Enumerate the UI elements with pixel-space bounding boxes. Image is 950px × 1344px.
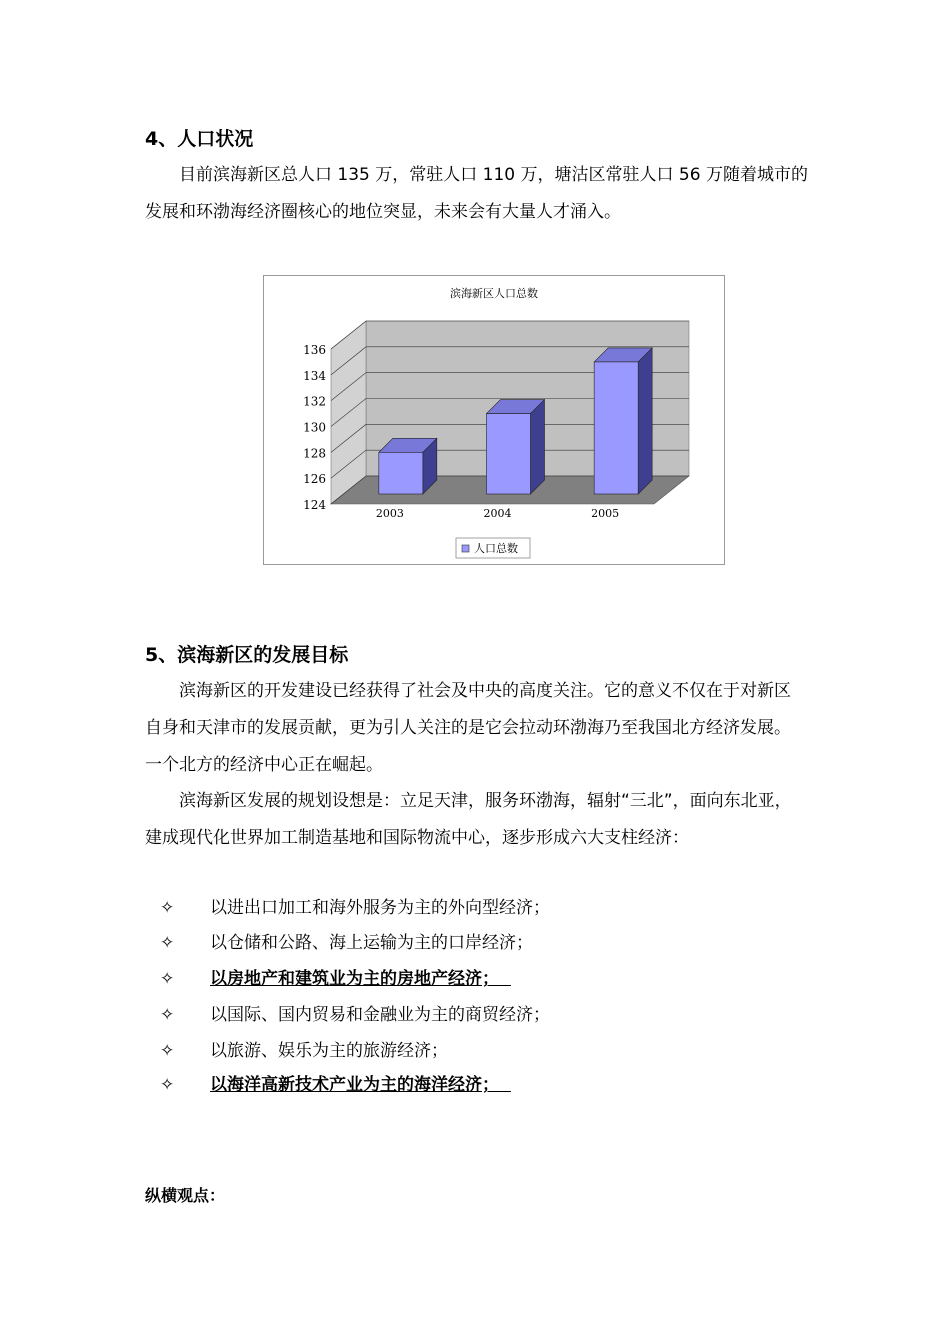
legend-label: 人口总数 [474,542,518,555]
bar-side [531,400,545,494]
pillar-bullet-4 [160,1000,550,1030]
y-tick-label: 126 [303,472,326,487]
pillar-bullet-2 [160,928,533,958]
pillar-bullet-text: 以进出口加工和海外服务为主的外向型经济； [210,898,550,918]
pillar-bullet-text: 以房地产和建筑业为主的房地产经济； [210,969,499,989]
y-tick-label: 124 [303,498,326,512]
diamond-star-icon: ✧ [160,898,175,918]
section-5-paragraph-2: 滨海新区发展的规划设想是：立足天津，服务环渤海，辐射“三北”，面向东北亚，建成现代化世界加工制造基地和国际物流中心，逐步形成六大支柱经济： [145,791,792,848]
pillar-bullet-3 [160,964,511,994]
pillar-bullet-text: 以国际、国内贸易和金融业为主的商贸经济； [210,1005,550,1025]
x-tick-label: 2005 [591,507,620,520]
population-chart [263,275,725,565]
section-5-paragraph-1: 滨海新区的开发建设已经获得了社会及中央的高度关注。它的意义不仅在于对新区自身和天津市的发展贡献，更为引人关注的是它会拉动环渤海乃至我国北方经济发展。一个北方的经济中心正在崛起。 [145,681,791,775]
bar [594,362,638,494]
diamond-star-icon: ✧ [160,933,175,953]
y-tick-label: 132 [303,394,326,409]
pillar-bullet-text: 以仓储和公路、海上运输为主的口岸经济； [210,933,533,953]
x-tick-label: 2003 [375,507,404,520]
pillar-bullet-text: 以海洋高新技术产业为主的海洋经济； [210,1075,499,1095]
section-4-paragraph: 目前滨海新区总人口 135 万，常驻人口 110 万，塘沽区常驻人口 56 万随着城市的发展和环渤海经济圈核心的地位突显，未来会有大量人才涌入。 [145,165,808,222]
diamond-star-icon: ✧ [160,1041,175,1061]
bar [487,414,531,494]
bar-side [638,348,652,494]
section-4-heading: 4、人口状况 [145,128,254,150]
diamond-star-icon: ✧ [160,1005,175,1025]
pillar-bullet-5 [160,1036,448,1066]
bar [379,452,423,494]
pillar-bullet-text: 以旅游、娱乐为主的旅游经济； [210,1041,448,1061]
y-tick-label: 130 [303,420,326,435]
closing-label: 纵横观点： [145,1186,226,1205]
diamond-star-icon: ✧ [160,969,175,989]
y-tick-label: 128 [303,446,326,461]
y-tick-label: 134 [303,368,326,383]
y-tick-label: 136 [303,343,326,357]
pillar-bullet-6 [160,1070,511,1100]
legend-swatch [462,545,469,552]
x-tick-label: 2004 [483,507,512,520]
diamond-star-icon: ✧ [160,1075,175,1095]
pillar-bullet-1 [160,893,550,923]
section-5-heading: 5、滨海新区的发展目标 [145,644,349,666]
chart-title: 滨海新区人口总数 [450,287,538,300]
chart-canvas [264,276,724,564]
chart-legend [456,538,530,558]
